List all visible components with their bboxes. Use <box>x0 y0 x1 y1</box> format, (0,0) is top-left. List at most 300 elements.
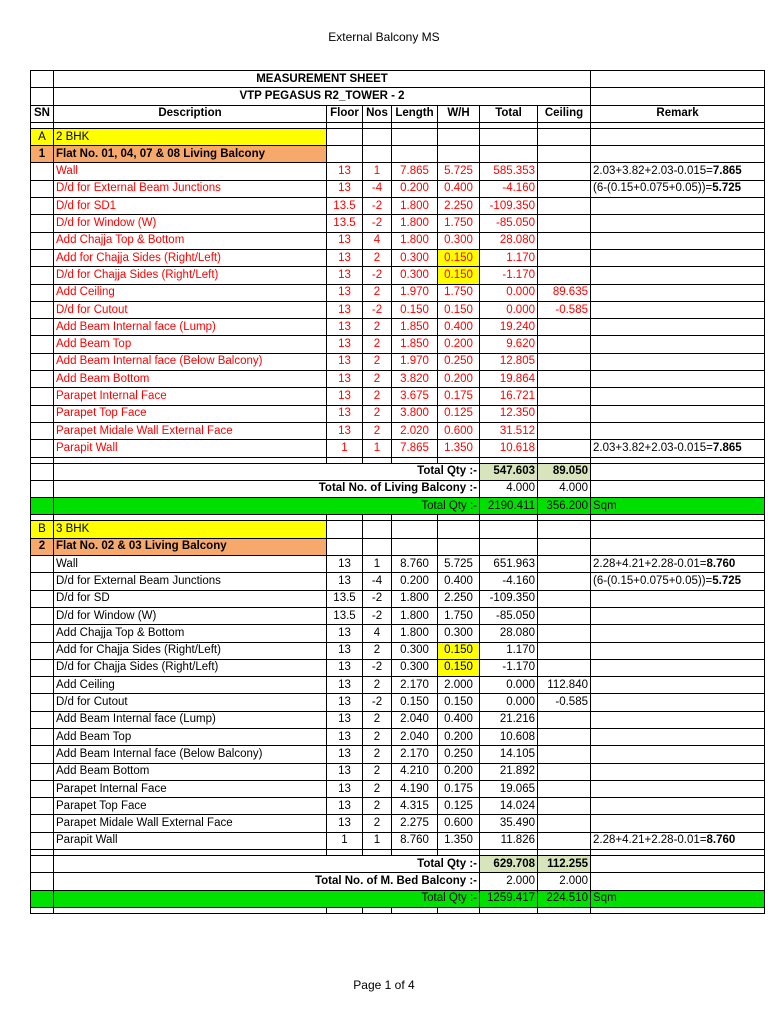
empty-cell <box>31 301 54 318</box>
empty-cell <box>392 146 438 163</box>
table-row <box>31 163 765 180</box>
row-remark <box>591 319 765 336</box>
row-nos: 2 <box>363 746 392 763</box>
empty-cell <box>538 521 591 538</box>
row-floor: 13.5 <box>327 198 363 215</box>
row-remark <box>591 746 765 763</box>
row-floor: 13 <box>327 163 363 180</box>
row-ceiling <box>538 180 591 197</box>
row-ceiling <box>538 711 591 728</box>
flat-sn: 1 <box>31 146 54 163</box>
row-floor: 13 <box>327 746 363 763</box>
row-ceiling <box>538 267 591 284</box>
empty-cell <box>31 780 54 797</box>
row-wh: 2.250 <box>438 590 480 607</box>
empty-cell <box>31 336 54 353</box>
row-floor: 13 <box>327 677 363 694</box>
empty-cell <box>591 907 765 913</box>
section-label: 2 BHK <box>54 128 327 145</box>
row-length: 4.210 <box>392 763 438 780</box>
table-row <box>31 180 765 197</box>
row-wh: 0.200 <box>438 336 480 353</box>
row-remark <box>591 198 765 215</box>
remark-formula: (6-(0.15+0.075+0.05))= <box>593 574 713 587</box>
remark-formula: (6-(0.15+0.075+0.05))= <box>593 182 713 195</box>
row-description: D/d for Chajja Sides (Right/Left) <box>54 267 327 284</box>
row-length: 0.300 <box>392 642 438 659</box>
row-description: Parapet Internal Face <box>54 780 327 797</box>
row-wh: 5.725 <box>438 163 480 180</box>
count-ceiling: 4.000 <box>538 480 591 497</box>
row-floor: 13 <box>327 353 363 370</box>
remark-formula: 2.28+4.21+2.28-0.01= <box>593 557 707 570</box>
col-header-floor: Floor <box>327 105 363 122</box>
table-row <box>31 763 765 780</box>
table-row <box>31 659 765 676</box>
row-length: 2.275 <box>392 815 438 832</box>
row-wh: 1.350 <box>438 832 480 849</box>
flat-row <box>31 538 765 555</box>
row-length: 1.800 <box>392 232 438 249</box>
row-remark <box>591 336 765 353</box>
row-remark <box>591 353 765 370</box>
row-floor: 1 <box>327 832 363 849</box>
row-total: -109.350 <box>480 198 538 215</box>
row-ceiling <box>538 728 591 745</box>
table-row <box>31 590 765 607</box>
empty-cell <box>363 128 392 145</box>
empty-cell <box>31 232 54 249</box>
row-length: 1.850 <box>392 319 438 336</box>
empty-cell <box>438 521 480 538</box>
row-total: 0.000 <box>480 284 538 301</box>
empty-cell <box>31 480 54 497</box>
table-row <box>31 198 765 215</box>
empty-cell <box>591 521 765 538</box>
row-remark <box>591 642 765 659</box>
row-nos: 2 <box>363 388 392 405</box>
row-total: 10.608 <box>480 728 538 745</box>
row-description: D/d for Chajja Sides (Right/Left) <box>54 659 327 676</box>
subtotal-row <box>31 463 765 480</box>
subtotal-label: Total Qty :- <box>54 463 480 480</box>
row-nos: 1 <box>363 440 392 457</box>
table-row <box>31 267 765 284</box>
row-wh: 1.750 <box>438 284 480 301</box>
row-total: 12.805 <box>480 353 538 370</box>
row-description: D/d for SD1 <box>54 198 327 215</box>
row-total: 1.170 <box>480 249 538 266</box>
col-header-nos: Nos <box>363 105 392 122</box>
empty-cell <box>31 625 54 642</box>
row-ceiling: -0.585 <box>538 301 591 318</box>
subtotal-total: 629.708 <box>480 856 538 873</box>
row-description: Wall <box>54 556 327 573</box>
table-row <box>31 371 765 388</box>
section-row <box>31 128 765 145</box>
grand-total: 2190.411 <box>480 498 538 515</box>
row-description: D/d for Cutout <box>54 694 327 711</box>
row-wh: 0.150 <box>438 642 480 659</box>
row-ceiling <box>538 336 591 353</box>
empty-cell <box>363 907 392 913</box>
row-ceiling <box>538 319 591 336</box>
row-total: 28.080 <box>480 232 538 249</box>
empty-cell <box>31 659 54 676</box>
row-floor: 13.5 <box>327 215 363 232</box>
empty-cell <box>31 590 54 607</box>
table-row <box>31 746 765 763</box>
row-description: Add Chajja Top & Bottom <box>54 625 327 642</box>
row-nos: -2 <box>363 659 392 676</box>
row-ceiling: 112.840 <box>538 677 591 694</box>
row-length: 4.315 <box>392 798 438 815</box>
row-description: Parapit Wall <box>54 832 327 849</box>
row-nos: 2 <box>363 728 392 745</box>
row-ceiling <box>538 763 591 780</box>
row-ceiling <box>538 422 591 439</box>
column-header-row <box>31 105 765 122</box>
row-floor: 13 <box>327 319 363 336</box>
table-row <box>31 388 765 405</box>
row-nos: 1 <box>363 163 392 180</box>
row-floor: 13 <box>327 780 363 797</box>
row-nos: 2 <box>363 677 392 694</box>
row-total: 35.490 <box>480 815 538 832</box>
empty-cell <box>31 371 54 388</box>
col-header-total: Total <box>480 105 538 122</box>
section-label: 3 BHK <box>54 521 327 538</box>
row-description: D/d for Window (W) <box>54 215 327 232</box>
table-row <box>31 798 765 815</box>
row-ceiling <box>538 405 591 422</box>
empty-cell <box>31 249 54 266</box>
grand-total-unit: Sqm <box>591 498 765 515</box>
row-total: 14.105 <box>480 746 538 763</box>
table-row <box>31 215 765 232</box>
row-description: Add Beam Bottom <box>54 763 327 780</box>
row-remark <box>591 798 765 815</box>
row-total: 585.353 <box>480 163 538 180</box>
row-ceiling <box>538 163 591 180</box>
row-floor: 13 <box>327 763 363 780</box>
table-row <box>31 405 765 422</box>
row-description: Parapet Midale Wall External Face <box>54 422 327 439</box>
row-remark <box>591 284 765 301</box>
row-remark <box>591 832 765 849</box>
empty-cell <box>363 538 392 555</box>
row-floor: 13 <box>327 728 363 745</box>
row-wh: 1.750 <box>438 607 480 624</box>
row-wh: 0.175 <box>438 780 480 797</box>
row-wh: 0.150 <box>438 301 480 318</box>
row-remark <box>591 163 765 180</box>
row-nos: 2 <box>363 422 392 439</box>
remark-value: 8.760 <box>706 557 736 570</box>
row-length: 0.300 <box>392 249 438 266</box>
grand-total-label: Total Qty :- <box>54 498 480 515</box>
row-wh: 0.400 <box>438 180 480 197</box>
remark-formula: 2.03+3.82+2.03-0.015= <box>593 165 713 178</box>
section-row <box>31 521 765 538</box>
col-header-ceiling: Ceiling <box>538 105 591 122</box>
row-length: 3.820 <box>392 371 438 388</box>
row-description: Add Beam Internal face (Below Balcony) <box>54 746 327 763</box>
col-header-wh: W/H <box>438 105 480 122</box>
row-floor: 13 <box>327 249 363 266</box>
remark-formula: 2.28+4.21+2.28-0.01= <box>593 834 707 847</box>
row-description: D/d for Cutout <box>54 301 327 318</box>
row-total: 21.216 <box>480 711 538 728</box>
table-row <box>31 711 765 728</box>
empty-cell <box>31 573 54 590</box>
row-wh: 0.125 <box>438 798 480 815</box>
empty-cell <box>591 856 765 873</box>
col-header-length: Length <box>392 105 438 122</box>
row-length: 1.800 <box>392 215 438 232</box>
row-total: -85.050 <box>480 215 538 232</box>
empty-cell <box>54 907 327 913</box>
empty-cell <box>31 746 54 763</box>
empty-cell <box>480 907 538 913</box>
remark-value: 5.725 <box>712 182 742 195</box>
empty-cell <box>480 128 538 145</box>
row-wh: 2.250 <box>438 198 480 215</box>
count-row <box>31 480 765 497</box>
row-length: 1.970 <box>392 353 438 370</box>
table-row <box>31 642 765 659</box>
row-total: 31.512 <box>480 422 538 439</box>
row-description: Add Beam Internal face (Below Balcony) <box>54 353 327 370</box>
empty-cell <box>31 422 54 439</box>
row-floor: 13 <box>327 232 363 249</box>
table-row <box>31 677 765 694</box>
row-remark <box>591 422 765 439</box>
empty-cell <box>31 405 54 422</box>
row-ceiling: -0.585 <box>538 694 591 711</box>
title-row <box>31 71 765 88</box>
flat-sn: 2 <box>31 538 54 555</box>
empty-cell <box>31 832 54 849</box>
empty-cell <box>591 538 765 555</box>
subtotal-label: Total Qty :- <box>54 856 480 873</box>
row-length: 0.300 <box>392 267 438 284</box>
row-length: 1.800 <box>392 198 438 215</box>
remark-value: 7.865 <box>712 165 742 178</box>
row-ceiling <box>538 815 591 832</box>
row-length: 1.970 <box>392 284 438 301</box>
row-ceiling <box>538 232 591 249</box>
empty-cell <box>438 128 480 145</box>
row-ceiling <box>538 249 591 266</box>
row-nos: 2 <box>363 815 392 832</box>
row-total: -1.170 <box>480 267 538 284</box>
row-floor: 13 <box>327 371 363 388</box>
empty-cell <box>31 353 54 370</box>
row-remark <box>591 659 765 676</box>
table-row <box>31 284 765 301</box>
row-ceiling <box>538 607 591 624</box>
row-remark <box>591 590 765 607</box>
row-length: 3.675 <box>392 388 438 405</box>
row-total: 28.080 <box>480 625 538 642</box>
row-ceiling <box>538 780 591 797</box>
row-ceiling <box>538 746 591 763</box>
empty-cell <box>31 711 54 728</box>
row-wh: 2.000 <box>438 677 480 694</box>
remark-value: 8.760 <box>706 834 736 847</box>
row-total: 651.963 <box>480 556 538 573</box>
empty-cell <box>591 463 765 480</box>
row-wh: 0.200 <box>438 371 480 388</box>
flat-label: Flat No. 02 & 03 Living Balcony <box>54 538 327 555</box>
row-remark <box>591 556 765 573</box>
subtotal-row <box>31 856 765 873</box>
section-sn: B <box>31 521 54 538</box>
page-footer: Page 1 of 4 <box>353 978 415 992</box>
row-length: 4.190 <box>392 780 438 797</box>
row-wh: 0.175 <box>438 388 480 405</box>
count-ceiling: 2.000 <box>538 873 591 890</box>
row-description: D/d for SD <box>54 590 327 607</box>
row-wh: 0.150 <box>438 694 480 711</box>
empty-cell <box>31 873 54 890</box>
grand-total-ceiling: 224.510 <box>538 890 591 907</box>
empty-cell <box>363 521 392 538</box>
row-total: 16.721 <box>480 388 538 405</box>
remark-formula: 2.03+3.82+2.03-0.015= <box>593 441 713 454</box>
row-nos: 2 <box>363 642 392 659</box>
row-remark <box>591 607 765 624</box>
row-wh: 0.400 <box>438 573 480 590</box>
row-description: Add Beam Bottom <box>54 371 327 388</box>
row-length: 7.865 <box>392 163 438 180</box>
row-remark <box>591 677 765 694</box>
flat-label: Flat No. 01, 04, 07 & 08 Living Balcony <box>54 146 327 163</box>
row-remark <box>591 232 765 249</box>
row-wh: 0.125 <box>438 405 480 422</box>
row-nos: -4 <box>363 180 392 197</box>
row-remark <box>591 405 765 422</box>
empty-cell <box>31 319 54 336</box>
sheet-title: MEASUREMENT SHEET <box>54 71 591 88</box>
empty-cell <box>480 538 538 555</box>
empty-cell <box>31 677 54 694</box>
row-nos: 1 <box>363 832 392 849</box>
row-nos: 1 <box>363 556 392 573</box>
empty-cell <box>31 463 54 480</box>
row-wh: 0.250 <box>438 746 480 763</box>
row-length: 0.200 <box>392 180 438 197</box>
row-nos: 2 <box>363 249 392 266</box>
row-description: Parapet Midale Wall External Face <box>54 815 327 832</box>
row-total: 19.864 <box>480 371 538 388</box>
remark-value: 5.725 <box>712 574 742 587</box>
row-ceiling <box>538 215 591 232</box>
row-ceiling <box>538 573 591 590</box>
measurement-table <box>30 70 765 914</box>
row-total: 11.826 <box>480 832 538 849</box>
table-row <box>31 694 765 711</box>
project-title: VTP PEGASUS R2_TOWER - 2 <box>54 88 591 105</box>
empty-cell <box>538 538 591 555</box>
col-header-sn: SN <box>31 105 54 122</box>
row-remark <box>591 371 765 388</box>
row-nos: 2 <box>363 353 392 370</box>
row-ceiling <box>538 659 591 676</box>
row-wh: 0.600 <box>438 422 480 439</box>
row-wh: 0.300 <box>438 625 480 642</box>
row-floor: 13 <box>327 267 363 284</box>
row-length: 8.760 <box>392 556 438 573</box>
row-total: 1.170 <box>480 642 538 659</box>
empty-cell <box>31 607 54 624</box>
row-floor: 13 <box>327 815 363 832</box>
row-remark <box>591 625 765 642</box>
empty-cell <box>538 146 591 163</box>
row-nos: 2 <box>363 798 392 815</box>
empty-cell <box>31 440 54 457</box>
row-description: D/d for Window (W) <box>54 607 327 624</box>
row-length: 1.850 <box>392 336 438 353</box>
row-nos: -4 <box>363 573 392 590</box>
grand-total: 1259.417 <box>480 890 538 907</box>
empty-cell <box>31 284 54 301</box>
row-description: Add for Chajja Sides (Right/Left) <box>54 249 327 266</box>
empty-cell <box>591 146 765 163</box>
subtotal-ceiling: 89.050 <box>538 463 591 480</box>
spacer-row <box>31 907 765 913</box>
empty-cell <box>480 521 538 538</box>
page-header: External Balcony MS <box>328 30 440 44</box>
row-length: 2.170 <box>392 677 438 694</box>
row-ceiling <box>538 198 591 215</box>
row-remark <box>591 728 765 745</box>
row-wh: 0.400 <box>438 319 480 336</box>
row-nos: 2 <box>363 284 392 301</box>
row-ceiling <box>538 371 591 388</box>
row-remark <box>591 388 765 405</box>
row-nos: 2 <box>363 336 392 353</box>
empty-cell <box>327 146 363 163</box>
row-wh: 0.150 <box>438 267 480 284</box>
table-row <box>31 815 765 832</box>
table-row <box>31 556 765 573</box>
row-wh: 0.250 <box>438 353 480 370</box>
row-remark <box>591 573 765 590</box>
table-row <box>31 440 765 457</box>
empty-cell <box>31 890 54 907</box>
row-remark <box>591 694 765 711</box>
count-total: 2.000 <box>480 873 538 890</box>
table-row <box>31 353 765 370</box>
row-total: 14.024 <box>480 798 538 815</box>
empty-cell <box>31 728 54 745</box>
row-floor: 1 <box>327 440 363 457</box>
row-wh: 1.750 <box>438 215 480 232</box>
row-remark <box>591 301 765 318</box>
row-remark <box>591 215 765 232</box>
row-wh: 0.150 <box>438 249 480 266</box>
empty-cell <box>31 642 54 659</box>
row-description: Add Ceiling <box>54 284 327 301</box>
grand-total-row <box>31 498 765 515</box>
section-sn: A <box>31 128 54 145</box>
row-description: Parapit Wall <box>54 440 327 457</box>
row-length: 2.040 <box>392 711 438 728</box>
row-ceiling: 89.635 <box>538 284 591 301</box>
row-wh: 0.600 <box>438 815 480 832</box>
